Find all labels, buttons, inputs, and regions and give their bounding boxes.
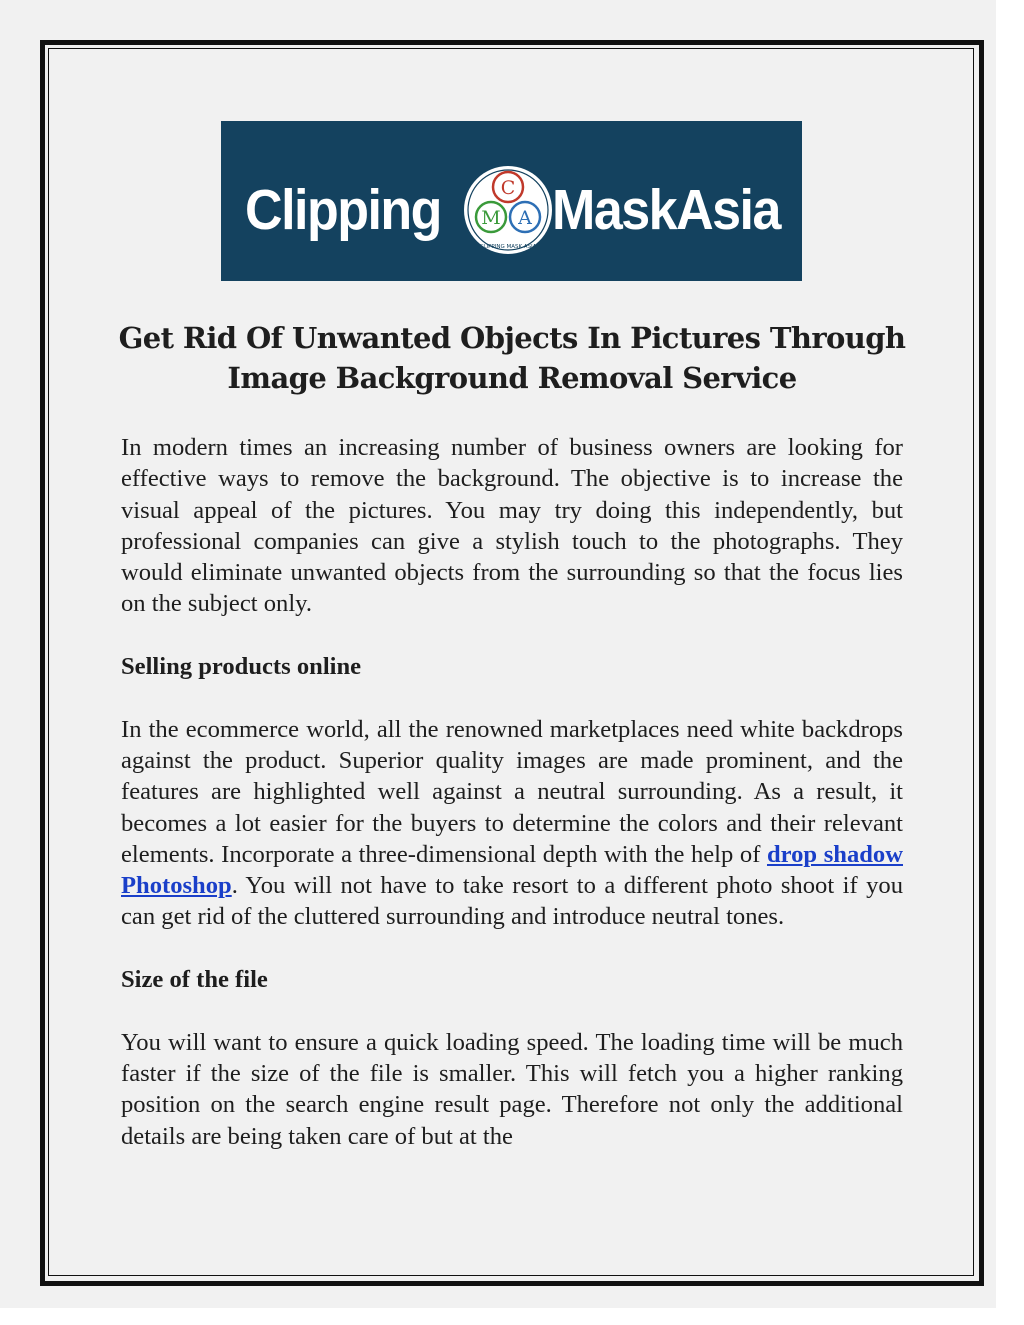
paragraph-text: . You will not have to take resort to a different photo shoot if you can get rid of the cluttered surrounding and introduce neutral tones. <box>121 872 903 931</box>
intro-paragraph: In modern times an increasing number of business owners are looking for effective ways to remove the background. The objective is to increase the visual appeal of the pictures. You may try doing this independently, but professional companies can give a stylish touch to the photographs. They would eliminate unwanted objects from the surrounding so that the focus lies on the subject only. <box>121 434 903 618</box>
paragraph-spacer <box>121 620 903 651</box>
logo-text-left: Clipping <box>245 179 441 242</box>
emblem-letter-m: M <box>481 207 501 229</box>
document-title: Get Rid Of Unwanted Objects In Pictures Through Image Background Removal Service <box>118 321 906 395</box>
section-paragraph-selling-products <box>121 714 903 933</box>
paragraph-spacer <box>121 995 903 1026</box>
section-paragraph-file-size: You will want to ensure a quick loading speed. The loading time will be much faster if the size of the file is smaller. This will fetch you a higher ranking position on the search engine result page. Therefore not only the additional details are being taken care of but at the <box>121 1028 903 1150</box>
section-heading-selling-products: Selling products online <box>121 653 362 681</box>
document-body <box>121 432 903 1152</box>
logo-emblem-icon <box>464 166 552 254</box>
emblem-letter-a: A <box>518 207 532 229</box>
logo-text-right: MaskAsia <box>552 179 780 242</box>
paragraph-spacer <box>121 682 903 713</box>
emblem-letter-c: C <box>500 177 516 199</box>
company-logo-graphic <box>221 121 802 281</box>
section-heading-file-size: Size of the file <box>121 966 268 994</box>
drop-shadow-photoshop-link[interactable]: drop shadow Photoshop <box>121 840 903 900</box>
emblem-ring-text: CLIPPING MASK ASIA <box>479 244 537 250</box>
paragraph-spacer <box>121 933 903 964</box>
paragraph-text: In the ecommerce world, all the renowned marketplaces need white backdrops against the product. Superior quality images are made prominent, and the features are highlighted well against a neutral surrounding. As a result, it becomes a lot easier for the buyers to determine the colors and their relevant elements. Incorporate a three-dimensional depth with the help of <box>121 715 903 868</box>
company-logo <box>221 121 802 281</box>
